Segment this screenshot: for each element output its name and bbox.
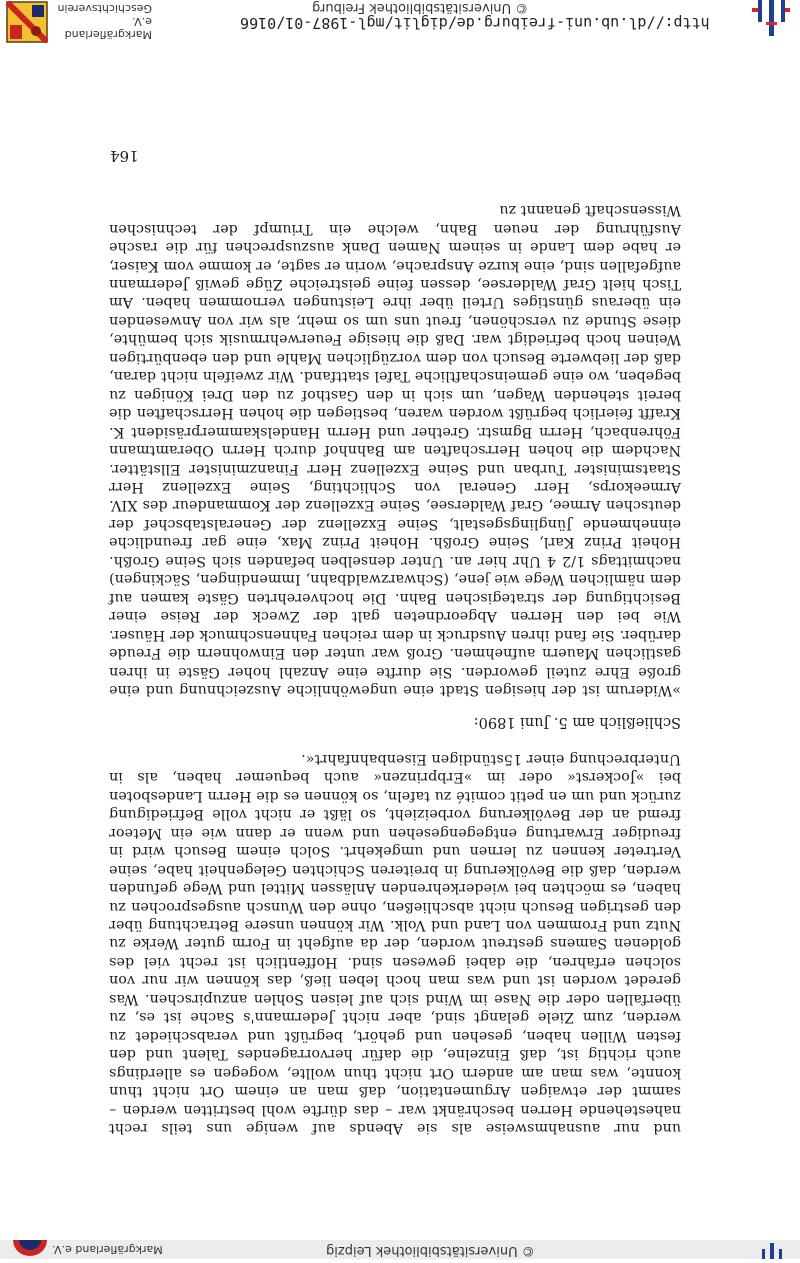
- page-number: 164: [110, 147, 139, 165]
- date-heading: Schließlich am 5. Juni 1890:: [473, 714, 681, 730]
- club-credit: Markgräflerland e.V. Geschichtsverein: [57, 2, 152, 41]
- document-url[interactable]: http://dl.ub.uni-freiburg.de/diglit/mgl-1987-01/0166: [240, 14, 710, 32]
- paragraph-2: »Widerum ist der hiesigen Stadt eine ungewöhnliche Auszeichnung und eine große Ehre zuteil geworden. Sie durfte eine Anzahl hoher Gäste in ihren gastlichen Mauern aufnehmen. Groß war unter den Einwohnern die Freude darüber. Sie fand ihren Ausdruck in dem reichen Fahnenschmuck der Häuser. Wie bei den Herren Abgeordneten galt der Zweck der Reise einer Besichtigung der strategischen Bahn. Die hochverehrten Gäste kamen auf dem nämlichen Wege wie jene, (Schwarzwaldbahn, Immendingen, Säckingen) nachmittags 1/2 4 Uhr hier an. Unter denselben befanden sich Seine Großh. Hoheit Prinz Karl, Seine Großh. Hoheit Prinz Max, eine gar freundliche einnehmende Jünglingsgestalt, Seine Exzellenz der Generalstabschef der deutschen Armee, Graf Waldersee, Seine Exzellenz der Kommandeur des XIV. Armeekorps, Herr General von Schlichting, Seine Exzellenz Herr Staatsminister Turban und Seine Exzellenz Herr Finanzminister Ellstätter. Nachdem die hohen Herrschaften am Bahnhof durch Herrn Oberamtmann Föhrenbach, Herrn Bgmstr. Grether und Herrn Handelskammerpräsident K. Krafft feierlich begrüßt worden waren, bestiegen die hohen Herrschaften die bereit stehenden Wagen, um sich in den Gasthof zu den Drei Königen zu begeben, wo eine gemeinschaftliche Tafel stattfand. Wir zweifeln nicht daran, daß der liebwerte Besuch von dem vorzüglichen Mahle und den ebenbürtigen Weinen hoch befriedigt war. Daß die hiesige Feuerwehrmusik sich bemühte, diese Stunde zu verschönen, freut uns um so mehr, als wir von Anwesenden ein überaus günstiges Urteil über ihre Leistungen vernommen haben. Am Tisch hielt Graf Waldersee, dessen feine geistreiche Züge gewiß Jedermann aufgefallen sind, eine kurze Ansprache, worin er sagte, er komme vom Kaiser, er habe dem Lande in seinem Namen Dank auszusprechen für die rasche Ausführung der neuen Bahn, welche ein Triumpf der technischen Wissenschaft genannt zu: [109, 202, 681, 698]
- footer-club-credit: Markgräflerland e.V.: [52, 1243, 163, 1256]
- footer-university-logo-icon: [758, 1243, 786, 1259]
- paragraph-1: und nur ausnahmsweise als sie Abends auf wenige uns teils recht nahestehende Herren beschränkt war – das dürfte wohl bestritten werden – sammt der etwaigen Argumentation, daß man an einem Ort nicht thun konnte, was man am andern Ort nicht thun wollte, wogegen es allerdings auch richtig ist, daß Einzelne, die dafür hervorragendes Talent und den festen Willen haben, gesehen und gehört, begrüßt und verabschiedet zu werden, zum Ziele gelangt sind, aber nicht Jedermann's Sache ist es, zu überfallen oder die Nase im Wind sich auf leisen Sohlen anzupirschen. Was geredet worden ist und was man hoch leben ließ, das können wir nur von solchen erfahren, die dabei gewesen sind. Hoffentlich ist recht viel des goldenen Samens gestreut worden, der da aufgeht in Form guter Werke zu Nutz und Frommen von Land und Volk. Wir können unsere Betrachtung über den gestrigen Besuch nicht abschließen, ohne den Wunsch ausgesprochen zu haben, es möchten bei wiederkehrenden Anlässen Mittel und Wege gefunden werden, daß die Bevölkerung in breiteren Schichten Gelegenheit habe, seine Vertreter kennen zu lernen und umgekehrt. Solch einem Besuch wird in freudiger Erwartung entgegengesehen und wenn er dann wie ein Meteor fremd an der Bevölkerung vorbeizieht, so läßt er nicht volle Befriedigung zurück und um en petit comité zu tafeln, so können es die Herrn Landesboten bei »Jockerst« oder im »Erbprinzen« auch bequemer haben, als in Unterbrechung einer 15stündigen Eisenbahnfahrt«.: [109, 750, 681, 1136]
- footer-library-credit: © Universitätsbibliothek Leipzig: [325, 1243, 535, 1258]
- document-page: [100, 147, 695, 1165]
- university-logo-icon: [752, 0, 790, 36]
- library-credit: © Universitätsbibliothek Freiburg: [311, 0, 529, 15]
- coat-of-arms-icon: [6, 1, 48, 43]
- header-strip: [0, 0, 800, 44]
- footer-coat-of-arms-icon: [12, 1240, 48, 1258]
